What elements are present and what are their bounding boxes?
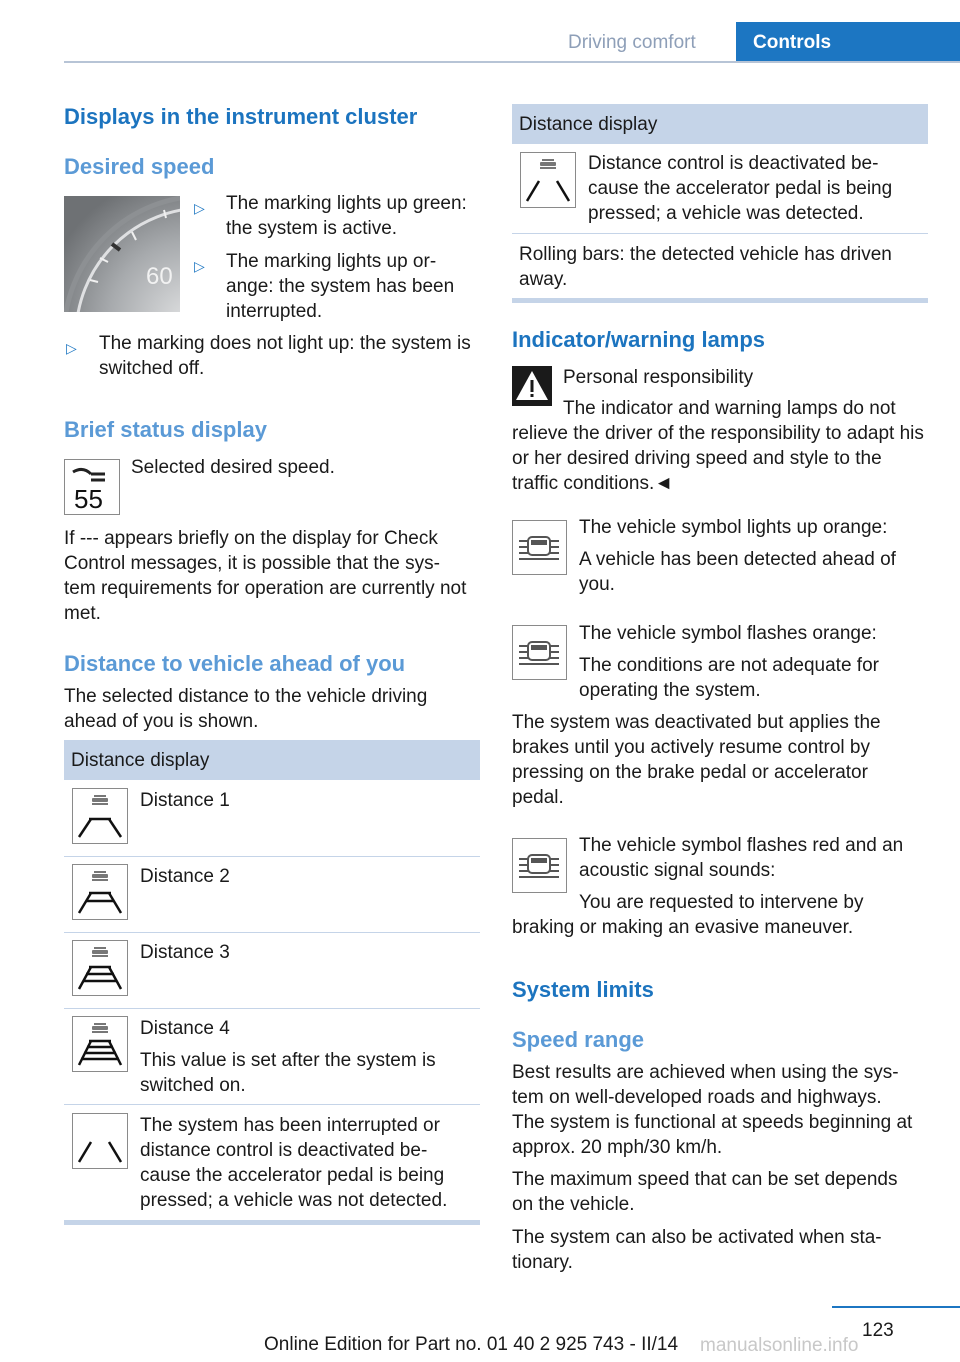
row-divider (64, 932, 480, 933)
lamp-text: A vehicle has been detected ahead of you. (579, 549, 896, 595)
distance-row-extra: This value is set after the system is switched on. (140, 1050, 436, 1096)
distance-row-label: Distance 2 (140, 866, 230, 887)
no-vehicle-icon (72, 1113, 128, 1169)
table-end-rule (64, 1220, 480, 1225)
edition-info: Online Edition for Part no. 01 40 2 925 743 - II/14 (264, 1334, 679, 1355)
lamp-title: The vehicle symbol flashes orange: (579, 623, 877, 644)
header-rule (64, 61, 960, 63)
vehicle-flashing-icon (512, 625, 567, 680)
distance-row-label: The system has been interrupted or distance control is deactivated be-cause the accelerator pedal is being pressed; a vehicle was not detected. (140, 1115, 448, 1211)
distance-2-icon (72, 864, 128, 920)
section-title: Displays in the instrument cluster (64, 104, 418, 129)
row-divider (512, 233, 928, 234)
row-divider (64, 1104, 480, 1105)
distance-4-icon (72, 1016, 128, 1072)
distance-table-header: Distance display (512, 104, 928, 144)
bullet-text: The marking lights up or-ange: the system has been interrupted. (226, 251, 455, 322)
gauge-label: 60 (146, 263, 173, 290)
desired-speed-heading: Desired speed (64, 154, 215, 179)
row-divider (64, 856, 480, 857)
system-limits-heading: System limits (512, 977, 654, 1002)
page-number: 123 (862, 1320, 894, 1341)
limits-paragraph: Best results are achieved when using the sys-tem on well-developed roads and highways. (512, 1062, 899, 1108)
warning-title: Personal responsibility (563, 367, 754, 388)
table-end-rule (512, 298, 928, 303)
brief-status-heading: Brief status display (64, 417, 267, 442)
bullet-text: The marking lights up green: the system is active. (226, 193, 467, 239)
desired-speed-icon (64, 459, 120, 515)
vehicle-orange-icon (512, 520, 567, 575)
limits-paragraph: The system can also be activated when sta-tionary. (512, 1227, 882, 1273)
brief-status-text: Selected desired speed. (131, 457, 335, 478)
distance-3-icon (72, 940, 128, 996)
icon-number: 55 (74, 484, 103, 514)
distance-row-label: Distance 4 (140, 1018, 230, 1039)
distance-row-label: Distance 3 (140, 942, 230, 963)
bullet-icon: ▷ (66, 340, 77, 356)
lamp-title: The vehicle symbol lights up orange: (579, 517, 888, 538)
header-section: Driving comfort (568, 32, 696, 53)
lamp-title: The vehicle symbol flashes red and an acoustic signal sounds: (579, 835, 904, 881)
limits-paragraph: The maximum speed that can be set depends on the vehicle. (512, 1169, 898, 1215)
footer-rule (832, 1306, 960, 1308)
lamp-text: The conditions are not adequate for operating the system. (579, 655, 879, 701)
vehicle-detected-icon (520, 152, 576, 208)
vehicle-red-icon (512, 838, 567, 893)
brief-status-note: If --- appears briefly on the display for Check Control messages, it is possible that the sys-tem requirements for operation are currently not met. (64, 528, 467, 624)
bullet-text: The marking does not light up: the system is switched off. (99, 333, 471, 379)
header-chapter-tab: Controls (736, 22, 960, 63)
limits-paragraph: The system is functional at speeds beginning at approx. 20 mph/30 km/h. (512, 1112, 913, 1158)
speedometer-image (64, 196, 180, 312)
distance-intro: The selected distance to the vehicle driving ahead of you is shown. (64, 686, 428, 732)
distance-row-label: Distance control is deactivated be-cause the accelerator pedal is being pressed; a vehicle was detected. (588, 153, 893, 224)
distance-1-icon (72, 788, 128, 844)
lamp-text: You are requested to intervene by braking or making an evasive maneuver. (512, 892, 864, 938)
lamp-note: The system was deactivated but applies the brakes until you actively resume control by pressing on the brake pedal or accelerator pedal. (512, 712, 881, 808)
distance-heading: Distance to vehicle ahead of you (64, 651, 406, 676)
speed-range-heading: Speed range (512, 1027, 645, 1052)
warning-text: The indicator and warning lamps do not relieve the driver of the responsibility to adapt his or her desired driving speed and style to the traffic conditions.◄ (512, 398, 924, 494)
lamps-heading: Indicator/warning lamps (512, 327, 766, 352)
watermark: manualsonline.info (700, 1335, 859, 1356)
rolling-bars-text: Rolling bars: the detected vehicle has driven away. (519, 244, 892, 290)
row-divider (64, 1008, 480, 1009)
bullet-icon: ▷ (194, 200, 205, 216)
distance-table-header: Distance display (64, 740, 480, 780)
bullet-icon: ▷ (194, 258, 205, 274)
distance-row-label: Distance 1 (140, 790, 230, 811)
